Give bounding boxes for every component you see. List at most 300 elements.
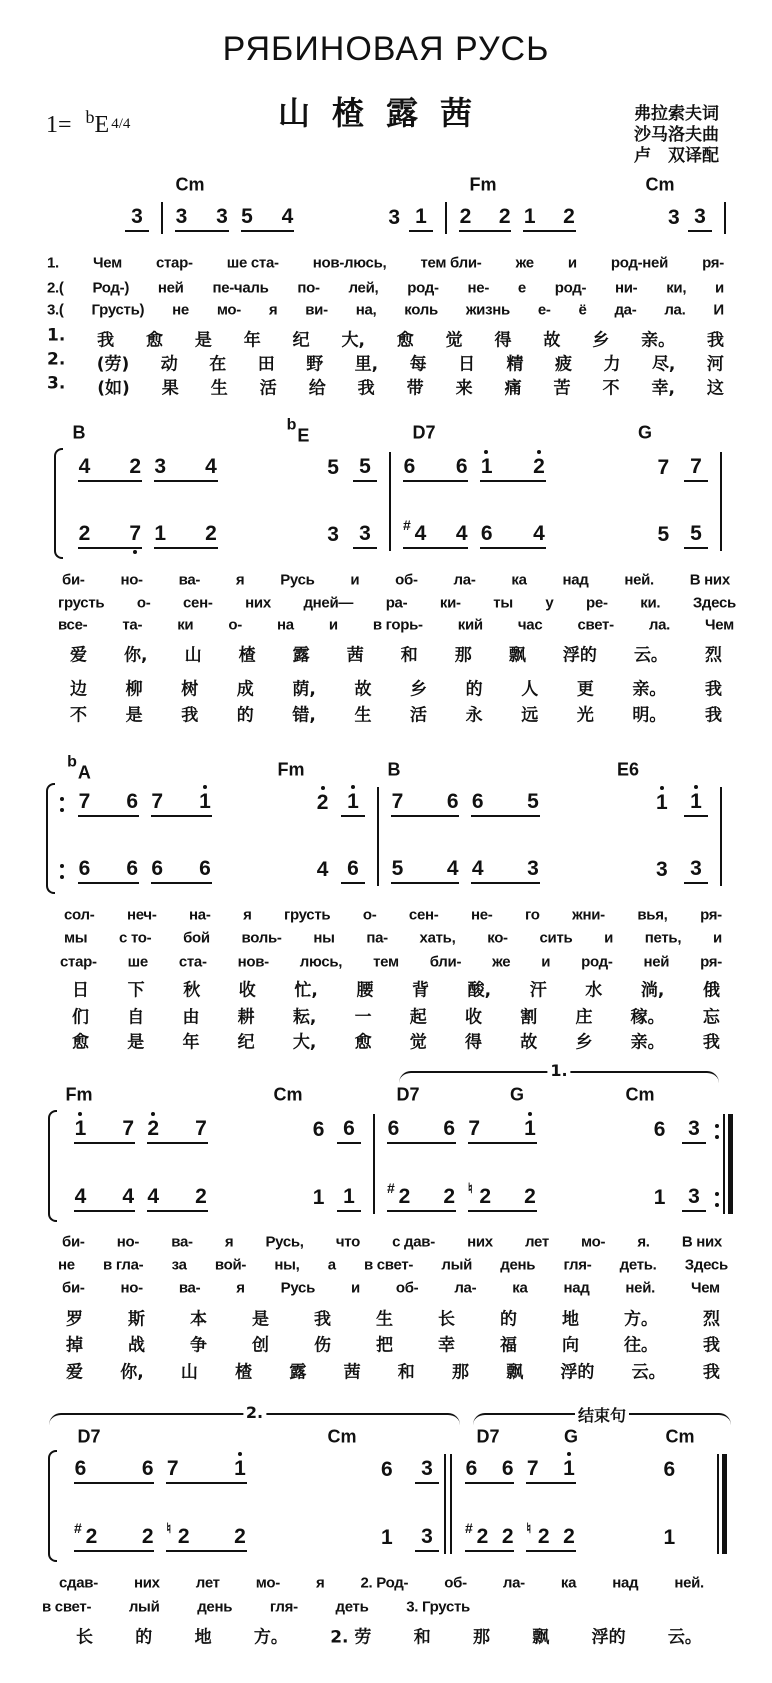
lyric-line-chinese — [66, 1358, 720, 1383]
note: 3 — [175, 205, 188, 228]
note: 2 ♮ — [166, 1520, 190, 1548]
measure — [64, 454, 389, 482]
beam-group — [241, 204, 307, 232]
note: 2 — [147, 1117, 160, 1141]
note: 1 — [74, 1117, 87, 1141]
beam-group — [465, 1520, 526, 1552]
beam-group — [397, 1456, 443, 1484]
lyric-syllable: 里, — [354, 354, 379, 375]
lyric-syllable: 是 — [127, 1032, 145, 1053]
lyric-line-russian — [59, 1575, 704, 1592]
beam-group — [147, 1116, 220, 1144]
lyric-syllable: 烈 — [704, 645, 722, 666]
lyric-syllable: Чем — [93, 254, 122, 272]
lyric-line-chinese — [72, 976, 720, 1001]
repeat-dot — [715, 1135, 719, 1139]
volta-label: 结束句 — [575, 1403, 629, 1426]
lyric-syllable: ней. — [625, 1279, 656, 1297]
natural-sign: ♮ — [166, 1520, 172, 1536]
lyric-syllable: вья, — [637, 906, 668, 924]
note: 2 — [205, 522, 217, 545]
lyric-syllable: и — [328, 616, 338, 634]
lyric-syllable: 日 — [72, 980, 89, 1001]
note-group-inner — [644, 856, 668, 884]
lyric-syllable: 飘 — [532, 1627, 550, 1648]
lyric-syllable: 痛 — [504, 378, 522, 399]
note-group-inner — [391, 789, 459, 817]
note: 7 — [166, 1457, 179, 1480]
lyric-syllable: 2. 劳 — [330, 1627, 372, 1648]
lyric-syllable: 3.( — [47, 301, 64, 319]
lyric-syllable: ней. — [624, 571, 654, 589]
lyric-syllable: ла- — [502, 1574, 525, 1592]
note: 2 — [129, 455, 142, 478]
lyric-syllable: 耘, — [292, 1007, 317, 1028]
note-group-inner — [337, 1184, 361, 1212]
lyric-line-russian — [60, 954, 722, 971]
note: 2 — [78, 522, 91, 545]
key-signature — [46, 107, 131, 139]
barline — [377, 787, 379, 886]
lyric-syllable: ка — [512, 1279, 528, 1297]
final-barline — [723, 1114, 725, 1214]
measure — [64, 856, 377, 884]
note-group-inner — [403, 517, 468, 549]
note-group-inner — [78, 789, 139, 817]
note-group-inner — [241, 204, 295, 232]
note-group-inner — [341, 856, 365, 884]
note-group — [224, 856, 333, 884]
measure — [373, 1180, 718, 1212]
lyric-syllable: 大, — [292, 1032, 317, 1053]
chord-root: B — [387, 759, 401, 780]
lyric-syllable: 自 — [127, 1007, 145, 1028]
lyric-line-chinese — [72, 1003, 720, 1028]
note-group-inner — [684, 856, 708, 884]
lyric-syllable: кий — [457, 616, 483, 634]
lyric-syllable: тем — [373, 953, 399, 971]
octave-dot-above — [528, 1112, 532, 1116]
lyric-syllable: 的 — [465, 679, 483, 700]
note-group — [588, 1456, 680, 1484]
lyric-syllable: хать, — [419, 929, 456, 947]
note: 2 — [563, 205, 575, 228]
final-barline — [728, 1114, 733, 1214]
system-bracket — [54, 448, 63, 559]
lyric-syllable: 茜 — [346, 645, 364, 666]
note: 2 — [501, 1525, 514, 1548]
lyric-syllable: же — [515, 254, 534, 272]
barline — [389, 452, 391, 551]
lyric-syllable: 边 — [70, 679, 87, 700]
lyric-syllable: 长 — [76, 1627, 93, 1648]
lyric-syllable: 爱 — [66, 1362, 83, 1383]
beam-group — [672, 856, 712, 884]
lyric-syllable: 方。 — [253, 1627, 288, 1648]
note: 6 — [387, 1117, 400, 1140]
lyric-syllable: стар- — [155, 254, 193, 272]
lyric-syllable: 我 — [181, 705, 199, 726]
lyric-line-chinese — [66, 1305, 720, 1330]
note-group-inner — [166, 1520, 246, 1552]
lyric-syllable: 故 — [543, 330, 561, 351]
note: 6 — [653, 1118, 666, 1141]
lyric-syllable: 们 — [72, 1007, 89, 1028]
lyric-syllable: 茜 — [343, 1362, 361, 1383]
lyric-syllable: 云。 — [667, 1627, 702, 1648]
note-group — [549, 1184, 670, 1212]
note: 1 — [415, 205, 427, 228]
note: 1 — [199, 790, 212, 814]
note: 1 — [480, 455, 493, 479]
lyric-syllable: и — [604, 929, 614, 947]
lyric-syllable: 纪 — [237, 1032, 255, 1053]
lyric-syllable: 尽, — [651, 354, 676, 375]
note-group-inner — [480, 521, 545, 549]
note: 4 — [455, 522, 468, 545]
lyric-syllable: 田 — [257, 354, 275, 375]
note-group-inner — [353, 454, 377, 482]
lyric-syllable: дней— — [303, 594, 354, 612]
lyric-syllable: би- — [62, 571, 85, 589]
lyric-syllable: 愈 — [396, 330, 414, 351]
note-group-inner — [656, 204, 680, 232]
note: 5 — [657, 523, 670, 546]
key-flat: b — [85, 107, 95, 127]
lyric-syllable: 我 — [357, 378, 375, 399]
beam-group — [480, 521, 557, 549]
lyric-syllable: 把 — [376, 1335, 393, 1356]
note-group-inner — [480, 454, 545, 482]
beam-group — [672, 789, 712, 817]
title-russian: РЯБИНОВАЯ РУСЬ — [222, 30, 550, 68]
note: 1 — [312, 1186, 325, 1209]
lyric-syllable: люсь, — [299, 953, 343, 971]
lyric-syllable: 和 — [400, 645, 418, 666]
note: 2 — [459, 205, 472, 228]
lyric-syllable: ше ста- — [226, 254, 279, 272]
lyric-syllable: в горь- — [372, 616, 423, 634]
note: 4 — [446, 857, 459, 880]
lyric-syllable: 我 — [314, 1309, 331, 1330]
barline — [720, 787, 722, 886]
note: 1 — [524, 1117, 537, 1141]
lyric-syllable: 乡 — [410, 679, 428, 700]
lyric-syllable: об- — [395, 571, 418, 589]
lyric-syllable: 稼。 — [630, 1007, 665, 1028]
lyric-syllable: 割 — [520, 1007, 538, 1028]
lyric-syllable: в свет- — [42, 1598, 92, 1616]
lyric-syllable: ря- — [700, 953, 722, 971]
lyric-syllable: сен- — [408, 906, 439, 924]
note-group — [588, 1524, 680, 1552]
lyric-syllable: мо- — [216, 301, 241, 319]
note: 3 — [327, 523, 339, 546]
lyric-syllable: 觉 — [445, 330, 463, 351]
sharp-sign: # — [403, 517, 411, 533]
note-group-inner — [369, 1524, 393, 1552]
note-group-inner — [78, 454, 142, 482]
note-group-inner — [78, 521, 142, 549]
note: 3 — [527, 857, 539, 880]
lyric-syllable: 我 — [97, 330, 115, 351]
lyric-syllable: в гла- — [103, 1256, 144, 1274]
lyric-syllable: об- — [395, 1279, 419, 1297]
lyric-syllable: за — [171, 1256, 187, 1274]
lyric-syllable: ки — [177, 616, 194, 634]
lyric-syllable: ка — [560, 1574, 577, 1592]
note: 1 — [656, 791, 668, 815]
lyric-syllable: 荫, — [292, 679, 316, 700]
lyric-syllable: 生 — [376, 1309, 393, 1330]
lyric-syllable: 那 — [473, 1627, 490, 1648]
lyric-syllable: я — [235, 571, 245, 589]
lyric-syllable: ки- — [439, 594, 461, 612]
lyric-syllable: деть. — [619, 1256, 657, 1274]
note: 2 # — [465, 1520, 489, 1548]
note: 4 — [533, 522, 545, 545]
beam-group — [403, 454, 480, 482]
octave-dot-below — [133, 550, 137, 554]
beam-group — [329, 1184, 365, 1212]
lyric-syllable: 故 — [520, 1032, 538, 1053]
note: 2 — [234, 1525, 246, 1548]
octave-dot-above — [537, 450, 541, 454]
note: 6 — [381, 1458, 393, 1481]
note-group-inner — [465, 1456, 514, 1484]
note: 3 — [694, 205, 706, 228]
note: 3 — [421, 1457, 433, 1480]
lyric-syllable: 3. — [47, 373, 66, 394]
beam-group — [670, 1116, 710, 1144]
note-group-inner — [409, 204, 433, 232]
lyric-syllable: ла- — [454, 1279, 477, 1297]
lyric-syllable: ней — [157, 279, 184, 297]
note-group-inner — [644, 789, 668, 817]
lyric-syllable: 亲。 — [641, 330, 676, 351]
lyric-syllable: 一 — [354, 1007, 372, 1028]
lyric-syllable: ше — [127, 953, 148, 971]
lyric-syllable: 庄 — [575, 1007, 593, 1028]
lyric-syllable: па- — [366, 929, 388, 947]
note: 6 — [446, 790, 459, 813]
lyric-syllable: и — [712, 929, 722, 947]
lyric-syllable: ней. — [674, 1574, 704, 1592]
beam-group — [343, 521, 381, 549]
lyric-syllable: 苦 — [553, 378, 571, 399]
beam-group — [471, 856, 551, 884]
note: 2 — [563, 1525, 575, 1548]
note: 6 — [343, 1117, 355, 1140]
lyric-syllable: но- — [120, 1279, 143, 1297]
note-group-inner — [682, 1184, 706, 1212]
lyric-syllable: 耕 — [237, 1007, 255, 1028]
lyric-syllable: 我 — [702, 1362, 720, 1383]
lyric-syllable: ки. — [640, 594, 661, 612]
lyric-line-russian — [47, 280, 724, 297]
lyric-syllable: 收 — [465, 1007, 482, 1028]
lyric-syllable: Грусть) — [91, 301, 145, 319]
lyric-syllable: 地 — [562, 1309, 579, 1330]
lyric-syllable: 是 — [125, 705, 143, 726]
beam-group — [526, 1520, 587, 1552]
note: 2 — [195, 1185, 207, 1208]
chord-symbol — [412, 423, 435, 444]
note: 2 — [443, 1185, 456, 1208]
beam-group — [154, 521, 230, 549]
lyric-syllable: бой — [183, 929, 210, 947]
note-group-inner — [305, 856, 329, 884]
note-group-inner — [78, 856, 139, 884]
natural-sign: ♮ — [526, 1520, 532, 1536]
note: 4 — [471, 857, 484, 880]
lyric-syllable: 忙, — [294, 980, 318, 1001]
note-group — [259, 1524, 397, 1552]
beam-group — [74, 1116, 147, 1144]
lyric-syllable: мо- — [255, 1574, 280, 1592]
double-barline — [450, 1454, 452, 1554]
composer-credit: 沙马洛夫曲 — [634, 125, 719, 145]
note: 7 — [195, 1117, 207, 1140]
chord-symbol — [73, 423, 86, 444]
system-bracket — [46, 783, 55, 894]
lyric-syllable: 乡 — [575, 1032, 593, 1053]
chord-root: B — [72, 422, 86, 443]
lyric-syllable: 故 — [354, 679, 372, 700]
lyric-syllable: 成 — [236, 679, 254, 700]
volta-label: 2. — [243, 1403, 266, 1422]
note-group-inner — [471, 789, 539, 817]
note-group-inner — [645, 454, 669, 482]
lyric-syllable: (劳) — [96, 354, 130, 375]
lyric-syllable: 山 — [184, 645, 202, 666]
lyric-syllable: 腰 — [356, 980, 374, 1001]
lyric-syllable: об- — [444, 1574, 467, 1592]
lyric-syllable: 3. Грусть — [406, 1598, 470, 1616]
lyric-syllable: 的 — [500, 1309, 517, 1330]
octave-dot-above — [203, 785, 207, 789]
beam-group — [404, 204, 437, 232]
note: 3 — [688, 1117, 700, 1140]
note-group-inner — [642, 1116, 666, 1144]
note: 6 — [465, 1457, 478, 1480]
chord-root: Cm — [625, 1084, 655, 1105]
lyric-syllable: что — [335, 1233, 360, 1251]
lyric-line-chinese — [70, 701, 722, 726]
beam-group — [78, 856, 151, 884]
note: 4 — [147, 1185, 160, 1208]
lyric-line-russian — [58, 1257, 728, 1274]
note-group-inner — [415, 1456, 439, 1484]
lyric-syllable: 每 — [409, 354, 427, 375]
measure — [64, 789, 377, 817]
lyric-syllable: 露 — [292, 645, 310, 666]
chord-symbol — [175, 175, 204, 196]
note-group-inner — [166, 1456, 246, 1484]
note-group-inner — [467, 1180, 537, 1212]
note: 6 — [151, 857, 164, 880]
lyric-syllable: сол- — [64, 906, 95, 924]
lyric-syllable: 在 — [209, 354, 227, 375]
lyric-syllable: ки, — [666, 279, 687, 297]
note-group — [259, 1456, 397, 1484]
lyric-syllable: над — [612, 1574, 639, 1592]
note: 7 — [690, 455, 702, 478]
lyric-syllable: я. — [637, 1233, 650, 1251]
repeat-dot — [715, 1124, 719, 1128]
lyric-syllable: неч- — [126, 906, 157, 924]
lyric-syllable: 精 — [506, 354, 524, 375]
chord-root: A — [77, 762, 91, 783]
chord-symbol — [77, 1427, 100, 1448]
lyric-syllable: но- — [116, 1233, 140, 1251]
lyric-line-russian — [62, 572, 730, 589]
lyric-syllable: 觉 — [409, 1032, 427, 1053]
note: 3 — [656, 858, 668, 881]
lyric-syllable: 飘 — [506, 1362, 524, 1383]
chord-symbol — [388, 760, 401, 781]
chord-symbol — [638, 423, 652, 444]
note: 1 — [154, 522, 167, 545]
chord-symbol — [510, 1085, 524, 1106]
note-group-inner — [376, 204, 400, 232]
note: 6 — [501, 1457, 514, 1480]
lyric-syllable: с дав- — [392, 1233, 435, 1251]
lyric-syllable: 1. — [47, 254, 59, 272]
lyric-syllable: 活 — [259, 378, 277, 399]
note-group-inner — [301, 1184, 325, 1212]
measure — [377, 856, 720, 884]
lyric-syllable: 愈 — [146, 330, 164, 351]
lyric-syllable: ря- — [700, 906, 722, 924]
lyric-line-russian — [47, 302, 724, 319]
note-group — [224, 789, 333, 817]
credits — [634, 104, 719, 167]
lyric-syllable: мо- — [581, 1233, 606, 1251]
volta-bracket — [473, 1406, 731, 1425]
lyric-syllable: ва- — [178, 1279, 201, 1297]
chord-symbol — [396, 1085, 419, 1106]
lyric-syllable: 2.( — [47, 279, 64, 297]
chord-root: Cm — [665, 1426, 695, 1447]
lyric-syllable: не — [172, 301, 189, 319]
lyric-syllable: лет — [524, 1233, 549, 1251]
octave-dot-above — [567, 1452, 571, 1456]
lyric-syllable: 生 — [210, 378, 228, 399]
lyric-syllable: пе-чаль — [212, 279, 269, 297]
note: 6 — [347, 857, 359, 880]
note: 7 — [526, 1457, 539, 1480]
note-group — [549, 1116, 670, 1144]
lyric-syllable: не- — [470, 906, 493, 924]
chord-flat: b — [286, 416, 297, 434]
repeat-dot — [715, 1203, 719, 1207]
chord-root: Cm — [273, 1084, 303, 1105]
note-group-inner — [74, 1520, 154, 1552]
lyric-syllable: 楂 — [238, 645, 256, 666]
octave-dot-above — [694, 785, 698, 789]
beam-group — [110, 204, 153, 232]
sharp-sign: # — [74, 1520, 82, 1536]
lyric-line-russian — [64, 930, 722, 947]
note: 4 — [122, 1185, 135, 1208]
beam-group — [670, 1184, 710, 1212]
lyric-syllable: 罗 — [66, 1309, 83, 1330]
lyric-syllable: не- — [467, 279, 490, 297]
lyric-syllable: 动 — [160, 354, 178, 375]
note: 6 — [141, 1457, 154, 1480]
lyric-syllable: над — [562, 571, 589, 589]
